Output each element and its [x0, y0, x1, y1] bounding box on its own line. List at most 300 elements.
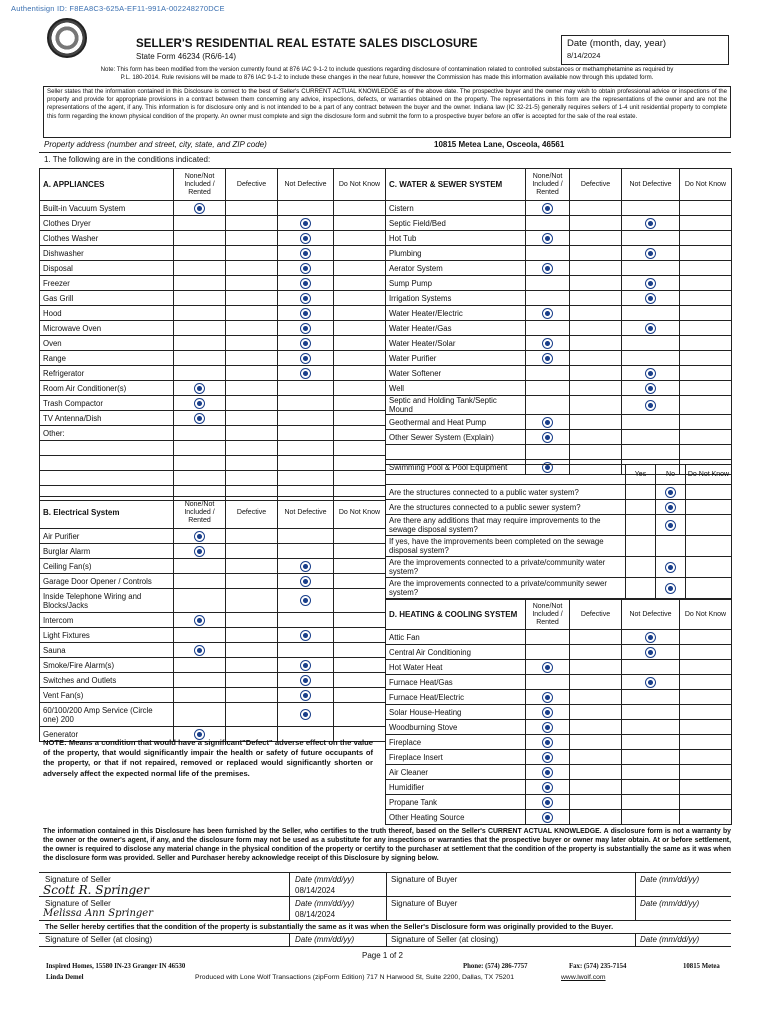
radio-selected[interactable]: [542, 432, 553, 443]
choice-cell[interactable]: [226, 643, 278, 658]
choice-cell[interactable]: [278, 559, 334, 574]
radio-selected[interactable]: [194, 546, 205, 557]
choice-cell[interactable]: [226, 381, 278, 396]
radio-selected[interactable]: [645, 368, 656, 379]
choice-cell[interactable]: [334, 426, 386, 441]
choice-cell[interactable]: [622, 750, 680, 765]
choice-cell[interactable]: [622, 216, 680, 231]
choice-cell[interactable]: [526, 216, 570, 231]
choice-cell[interactable]: [174, 559, 226, 574]
choice-cell[interactable]: [226, 336, 278, 351]
choice-cell[interactable]: [570, 675, 622, 690]
choice-cell[interactable]: [226, 529, 278, 544]
choice-cell[interactable]: [334, 216, 386, 231]
choice-cell[interactable]: [526, 396, 570, 415]
blank-cell[interactable]: [174, 471, 226, 486]
choice-cell[interactable]: [226, 559, 278, 574]
yn-choice-cell[interactable]: [686, 515, 732, 536]
yn-choice-cell[interactable]: [686, 536, 732, 557]
choice-cell[interactable]: [174, 246, 226, 261]
radio-selected[interactable]: [542, 417, 553, 428]
choice-cell[interactable]: [622, 810, 680, 825]
choice-cell[interactable]: [570, 705, 622, 720]
blank-cell[interactable]: [226, 471, 278, 486]
choice-cell[interactable]: [226, 658, 278, 673]
choice-cell[interactable]: [680, 231, 732, 246]
choice-cell[interactable]: [174, 261, 226, 276]
choice-cell[interactable]: [526, 445, 570, 460]
choice-cell[interactable]: [278, 291, 334, 306]
choice-cell[interactable]: [334, 396, 386, 411]
choice-cell[interactable]: [680, 261, 732, 276]
radio-selected[interactable]: [300, 353, 311, 364]
choice-cell[interactable]: [278, 276, 334, 291]
radio-selected[interactable]: [300, 709, 311, 720]
blank-cell[interactable]: [334, 441, 386, 456]
choice-cell[interactable]: [680, 321, 732, 336]
yn-choice-cell[interactable]: [686, 557, 732, 578]
yn-choice-cell[interactable]: [656, 515, 686, 536]
choice-cell[interactable]: [226, 688, 278, 703]
choice-cell[interactable]: [226, 276, 278, 291]
choice-cell[interactable]: [334, 628, 386, 643]
choice-cell[interactable]: [278, 381, 334, 396]
choice-cell[interactable]: [570, 735, 622, 750]
choice-cell[interactable]: [526, 231, 570, 246]
choice-cell[interactable]: [622, 765, 680, 780]
choice-cell[interactable]: [174, 703, 226, 727]
yn-choice-cell[interactable]: [656, 536, 686, 557]
choice-cell[interactable]: [226, 628, 278, 643]
choice-cell[interactable]: [680, 630, 732, 645]
choice-cell[interactable]: [174, 688, 226, 703]
choice-cell[interactable]: [526, 690, 570, 705]
radio-selected[interactable]: [645, 400, 656, 411]
choice-cell[interactable]: [570, 336, 622, 351]
choice-cell[interactable]: [278, 658, 334, 673]
choice-cell[interactable]: [622, 705, 680, 720]
choice-cell[interactable]: [570, 261, 622, 276]
choice-cell[interactable]: [174, 643, 226, 658]
buyer-signature-label-2[interactable]: Signature of Buyer: [391, 899, 458, 908]
choice-cell[interactable]: [570, 351, 622, 366]
date-value[interactable]: 8/14/2024: [567, 51, 601, 60]
yn-choice-cell[interactable]: [626, 536, 656, 557]
address-value[interactable]: 10815 Metea Lane, Osceola, 46561: [434, 140, 565, 149]
choice-cell[interactable]: [278, 426, 334, 441]
choice-cell[interactable]: [570, 750, 622, 765]
choice-cell[interactable]: [680, 216, 732, 231]
choice-cell[interactable]: [226, 411, 278, 426]
yn-choice-cell[interactable]: [626, 500, 656, 515]
choice-cell[interactable]: [174, 201, 226, 216]
date-box[interactable]: [561, 35, 729, 65]
choice-cell[interactable]: [526, 765, 570, 780]
choice-cell[interactable]: [334, 381, 386, 396]
choice-cell[interactable]: [570, 810, 622, 825]
choice-cell[interactable]: [174, 276, 226, 291]
radio-selected[interactable]: [665, 583, 676, 594]
choice-cell[interactable]: [278, 688, 334, 703]
radio-selected[interactable]: [665, 487, 676, 498]
radio-selected[interactable]: [645, 383, 656, 394]
choice-cell[interactable]: [334, 574, 386, 589]
choice-cell[interactable]: [570, 306, 622, 321]
choice-cell[interactable]: [174, 544, 226, 559]
radio-selected[interactable]: [194, 531, 205, 542]
choice-cell[interactable]: [278, 529, 334, 544]
choice-cell[interactable]: [334, 411, 386, 426]
choice-cell[interactable]: [622, 415, 680, 430]
choice-cell[interactable]: [570, 231, 622, 246]
choice-cell[interactable]: [680, 201, 732, 216]
choice-cell[interactable]: [278, 231, 334, 246]
radio-selected[interactable]: [194, 413, 205, 424]
choice-cell[interactable]: [526, 336, 570, 351]
blank-cell[interactable]: [174, 441, 226, 456]
yn-choice-cell[interactable]: [626, 557, 656, 578]
choice-cell[interactable]: [622, 306, 680, 321]
blank-cell[interactable]: [40, 456, 174, 471]
choice-cell[interactable]: [226, 589, 278, 613]
choice-cell[interactable]: [622, 201, 680, 216]
choice-cell[interactable]: [622, 261, 680, 276]
choice-cell[interactable]: [226, 246, 278, 261]
radio-selected[interactable]: [665, 562, 676, 573]
choice-cell[interactable]: [622, 276, 680, 291]
radio-selected[interactable]: [542, 707, 553, 718]
choice-cell[interactable]: [570, 430, 622, 445]
choice-cell[interactable]: [570, 291, 622, 306]
choice-cell[interactable]: [680, 675, 732, 690]
choice-cell[interactable]: [334, 544, 386, 559]
choice-cell[interactable]: [570, 660, 622, 675]
choice-cell[interactable]: [622, 351, 680, 366]
radio-selected[interactable]: [194, 398, 205, 409]
choice-cell[interactable]: [278, 351, 334, 366]
choice-cell[interactable]: [334, 613, 386, 628]
choice-cell[interactable]: [174, 673, 226, 688]
radio-selected[interactable]: [300, 248, 311, 259]
buyer-date-label-2[interactable]: Date (mm/dd/yy): [640, 899, 700, 908]
choice-cell[interactable]: [174, 396, 226, 411]
radio-selected[interactable]: [300, 368, 311, 379]
choice-cell[interactable]: [334, 201, 386, 216]
choice-cell[interactable]: [526, 291, 570, 306]
choice-cell[interactable]: [174, 589, 226, 613]
choice-cell[interactable]: [278, 396, 334, 411]
choice-cell[interactable]: [526, 366, 570, 381]
choice-cell[interactable]: [174, 366, 226, 381]
yn-choice-cell[interactable]: [656, 500, 686, 515]
choice-cell[interactable]: [622, 336, 680, 351]
radio-selected[interactable]: [542, 722, 553, 733]
choice-cell[interactable]: [680, 645, 732, 660]
choice-cell[interactable]: [174, 658, 226, 673]
choice-cell[interactable]: [680, 396, 732, 415]
choice-cell[interactable]: [570, 396, 622, 415]
choice-cell[interactable]: [226, 231, 278, 246]
choice-cell[interactable]: [570, 690, 622, 705]
choice-cell[interactable]: [526, 750, 570, 765]
choice-cell[interactable]: [680, 246, 732, 261]
yn-choice-cell[interactable]: [686, 485, 732, 500]
radio-selected[interactable]: [645, 677, 656, 688]
choice-cell[interactable]: [278, 321, 334, 336]
choice-cell[interactable]: [680, 306, 732, 321]
choice-cell[interactable]: [226, 291, 278, 306]
radio-selected[interactable]: [300, 595, 311, 606]
choice-cell[interactable]: [526, 720, 570, 735]
choice-cell[interactable]: [334, 643, 386, 658]
choice-cell[interactable]: [622, 291, 680, 306]
choice-cell[interactable]: [334, 261, 386, 276]
choice-cell[interactable]: [226, 261, 278, 276]
choice-cell[interactable]: [622, 780, 680, 795]
radio-selected[interactable]: [300, 278, 311, 289]
choice-cell[interactable]: [570, 795, 622, 810]
choice-cell[interactable]: [570, 321, 622, 336]
yn-choice-cell[interactable]: [686, 500, 732, 515]
buyer-signature-label-1[interactable]: Signature of Buyer: [391, 875, 458, 884]
radio-selected[interactable]: [194, 615, 205, 626]
radio-selected[interactable]: [542, 812, 553, 823]
radio-selected[interactable]: [542, 737, 553, 748]
choice-cell[interactable]: [570, 415, 622, 430]
radio-selected[interactable]: [665, 502, 676, 513]
choice-cell[interactable]: [174, 291, 226, 306]
blank-cell[interactable]: [278, 441, 334, 456]
choice-cell[interactable]: [526, 201, 570, 216]
choice-cell[interactable]: [174, 216, 226, 231]
choice-cell[interactable]: [526, 246, 570, 261]
choice-cell[interactable]: [278, 703, 334, 727]
choice-cell[interactable]: [526, 381, 570, 396]
choice-cell[interactable]: [622, 445, 680, 460]
radio-selected[interactable]: [645, 647, 656, 658]
choice-cell[interactable]: [526, 780, 570, 795]
choice-cell[interactable]: [278, 643, 334, 658]
choice-cell[interactable]: [680, 291, 732, 306]
choice-cell[interactable]: [278, 544, 334, 559]
choice-cell[interactable]: [278, 411, 334, 426]
radio-selected[interactable]: [542, 692, 553, 703]
choice-cell[interactable]: [680, 690, 732, 705]
choice-cell[interactable]: [278, 216, 334, 231]
yn-choice-cell[interactable]: [626, 485, 656, 500]
choice-cell[interactable]: [334, 306, 386, 321]
radio-selected[interactable]: [300, 338, 311, 349]
choice-cell[interactable]: [526, 675, 570, 690]
choice-cell[interactable]: [278, 589, 334, 613]
choice-cell[interactable]: [226, 366, 278, 381]
buyer-date-label-1[interactable]: Date (mm/dd/yy): [640, 875, 700, 884]
choice-cell[interactable]: [174, 231, 226, 246]
choice-cell[interactable]: [174, 628, 226, 643]
radio-selected[interactable]: [542, 233, 553, 244]
choice-cell[interactable]: [226, 426, 278, 441]
choice-cell[interactable]: [622, 381, 680, 396]
choice-cell[interactable]: [226, 574, 278, 589]
radio-selected[interactable]: [542, 797, 553, 808]
choice-cell[interactable]: [526, 735, 570, 750]
radio-selected[interactable]: [542, 662, 553, 673]
choice-cell[interactable]: [622, 645, 680, 660]
choice-cell[interactable]: [570, 765, 622, 780]
choice-cell[interactable]: [174, 321, 226, 336]
blank-cell[interactable]: [226, 441, 278, 456]
choice-cell[interactable]: [622, 795, 680, 810]
choice-cell[interactable]: [226, 613, 278, 628]
radio-selected[interactable]: [194, 645, 205, 656]
yn-choice-cell[interactable]: [656, 578, 686, 599]
choice-cell[interactable]: [226, 544, 278, 559]
closing-seller-signature[interactable]: Signature of Seller (at closing): [45, 935, 153, 944]
choice-cell[interactable]: [622, 321, 680, 336]
radio-selected[interactable]: [542, 338, 553, 349]
choice-cell[interactable]: [622, 660, 680, 675]
choice-cell[interactable]: [680, 351, 732, 366]
choice-cell[interactable]: [278, 613, 334, 628]
choice-cell[interactable]: [526, 321, 570, 336]
choice-cell[interactable]: [226, 673, 278, 688]
choice-cell[interactable]: [570, 201, 622, 216]
choice-cell[interactable]: [526, 645, 570, 660]
blank-cell[interactable]: [174, 456, 226, 471]
choice-cell[interactable]: [334, 291, 386, 306]
choice-cell[interactable]: [570, 720, 622, 735]
choice-cell[interactable]: [334, 559, 386, 574]
choice-cell[interactable]: [278, 336, 334, 351]
closing-date-1[interactable]: Date (mm/dd/yy): [295, 935, 355, 944]
choice-cell[interactable]: [174, 426, 226, 441]
radio-selected[interactable]: [542, 263, 553, 274]
choice-cell[interactable]: [570, 366, 622, 381]
choice-cell[interactable]: [226, 216, 278, 231]
choice-cell[interactable]: [680, 366, 732, 381]
radio-selected[interactable]: [300, 675, 311, 686]
choice-cell[interactable]: [570, 381, 622, 396]
radio-selected[interactable]: [645, 218, 656, 229]
radio-selected[interactable]: [542, 353, 553, 364]
choice-cell[interactable]: [680, 430, 732, 445]
choice-cell[interactable]: [334, 658, 386, 673]
choice-cell[interactable]: [622, 630, 680, 645]
radio-selected[interactable]: [300, 293, 311, 304]
blank-cell[interactable]: [278, 456, 334, 471]
choice-cell[interactable]: [680, 336, 732, 351]
choice-cell[interactable]: [526, 630, 570, 645]
yn-choice-cell[interactable]: [656, 557, 686, 578]
choice-cell[interactable]: [334, 246, 386, 261]
seller-signature-2[interactable]: Melissa Ann Springer: [43, 908, 154, 919]
yn-choice-cell[interactable]: [686, 578, 732, 599]
choice-cell[interactable]: [622, 430, 680, 445]
choice-cell[interactable]: [174, 381, 226, 396]
choice-cell[interactable]: [526, 795, 570, 810]
choice-cell[interactable]: [278, 306, 334, 321]
choice-cell[interactable]: [680, 780, 732, 795]
radio-selected[interactable]: [300, 561, 311, 572]
seller-signature-1[interactable]: Scott R. Springer: [43, 883, 150, 897]
choice-cell[interactable]: [174, 336, 226, 351]
choice-cell[interactable]: [334, 336, 386, 351]
closing-seller-signature-2[interactable]: Signature of Seller (at closing): [391, 935, 499, 944]
choice-cell[interactable]: [226, 321, 278, 336]
choice-cell[interactable]: [278, 366, 334, 381]
choice-cell[interactable]: [334, 688, 386, 703]
blank-cell[interactable]: [334, 471, 386, 486]
radio-selected[interactable]: [645, 248, 656, 259]
choice-cell[interactable]: [278, 201, 334, 216]
choice-cell[interactable]: [278, 628, 334, 643]
choice-cell[interactable]: [570, 780, 622, 795]
seller-date-1[interactable]: 08/14/2024: [295, 886, 336, 895]
choice-cell[interactable]: [226, 201, 278, 216]
choice-cell[interactable]: [174, 351, 226, 366]
choice-cell[interactable]: [570, 445, 622, 460]
blank-cell[interactable]: [40, 471, 174, 486]
radio-selected[interactable]: [645, 323, 656, 334]
yn-choice-cell[interactable]: [626, 578, 656, 599]
choice-cell[interactable]: [334, 673, 386, 688]
radio-selected[interactable]: [645, 632, 656, 643]
radio-selected[interactable]: [300, 630, 311, 641]
choice-cell[interactable]: [622, 366, 680, 381]
radio-selected[interactable]: [645, 293, 656, 304]
choice-cell[interactable]: [226, 396, 278, 411]
choice-cell[interactable]: [174, 529, 226, 544]
choice-cell[interactable]: [680, 765, 732, 780]
radio-selected[interactable]: [300, 233, 311, 244]
choice-cell[interactable]: [680, 415, 732, 430]
choice-cell[interactable]: [278, 574, 334, 589]
choice-cell[interactable]: [526, 415, 570, 430]
radio-selected[interactable]: [542, 782, 553, 793]
choice-cell[interactable]: [680, 810, 732, 825]
choice-cell[interactable]: [680, 750, 732, 765]
choice-cell[interactable]: [334, 321, 386, 336]
choice-cell[interactable]: [278, 673, 334, 688]
choice-cell[interactable]: [334, 351, 386, 366]
choice-cell[interactable]: [334, 276, 386, 291]
choice-cell[interactable]: [622, 735, 680, 750]
choice-cell[interactable]: [526, 351, 570, 366]
choice-cell[interactable]: [680, 720, 732, 735]
choice-cell[interactable]: [174, 613, 226, 628]
choice-cell[interactable]: [334, 366, 386, 381]
choice-cell[interactable]: [334, 703, 386, 727]
choice-cell[interactable]: [570, 276, 622, 291]
choice-cell[interactable]: [622, 246, 680, 261]
blank-cell[interactable]: [40, 441, 174, 456]
choice-cell[interactable]: [680, 660, 732, 675]
yn-choice-cell[interactable]: [656, 485, 686, 500]
radio-selected[interactable]: [300, 218, 311, 229]
choice-cell[interactable]: [622, 675, 680, 690]
choice-cell[interactable]: [526, 306, 570, 321]
choice-cell[interactable]: [570, 645, 622, 660]
choice-cell[interactable]: [278, 261, 334, 276]
choice-cell[interactable]: [526, 430, 570, 445]
choice-cell[interactable]: [622, 396, 680, 415]
choice-cell[interactable]: [174, 306, 226, 321]
choice-cell[interactable]: [334, 231, 386, 246]
choice-cell[interactable]: [680, 705, 732, 720]
blank-cell[interactable]: [334, 456, 386, 471]
closing-date-2[interactable]: Date (mm/dd/yy): [640, 935, 700, 944]
radio-selected[interactable]: [665, 520, 676, 531]
